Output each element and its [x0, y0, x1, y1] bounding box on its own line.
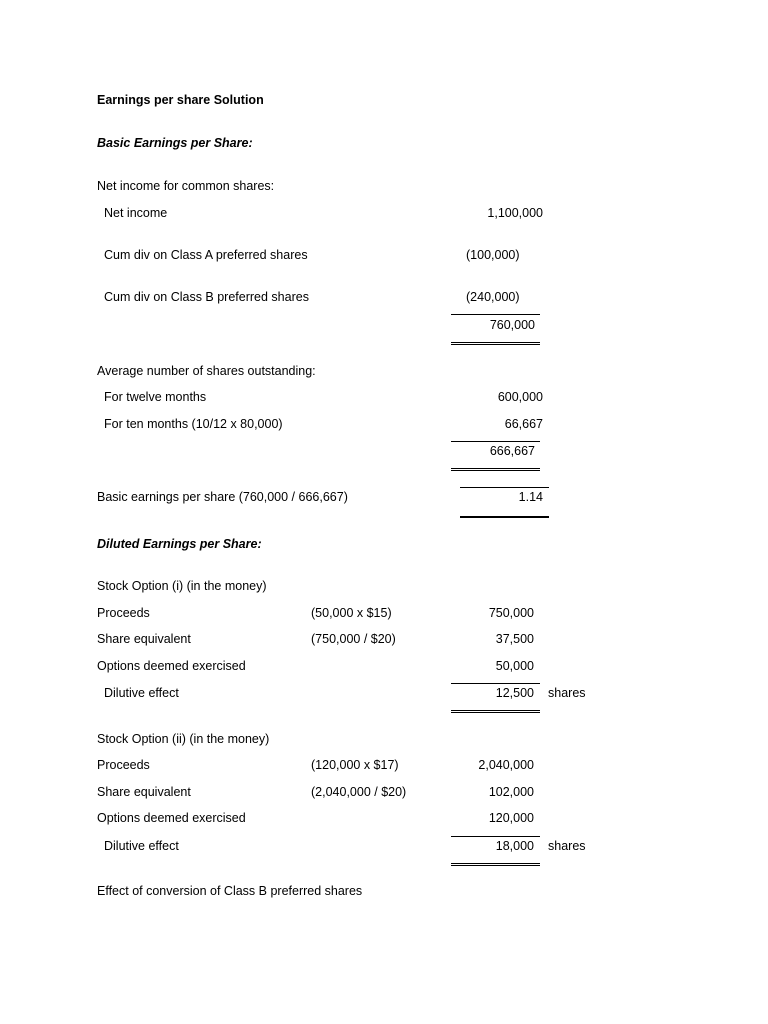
class-a-value: (100,000) — [466, 248, 520, 262]
option-i-proceeds-calc: (50,000 x $15) — [311, 606, 392, 620]
eps-top-rule — [460, 487, 549, 488]
option-ii-dilutive-value: 18,000 — [495, 839, 534, 853]
option-i-exercised-value: 50,000 — [495, 659, 534, 673]
option-i-exercised-label: Options deemed exercised — [97, 659, 246, 673]
total-double-rule — [451, 863, 540, 866]
option-i-equiv-label: Share equivalent — [97, 632, 191, 646]
twelve-months-label: For twelve months — [104, 390, 207, 404]
basic-eps-heading: Basic Earnings per Share: — [97, 136, 253, 150]
net-income-value: 1,100,000 — [487, 206, 543, 220]
diluted-eps-heading: Diluted Earnings per Share: — [97, 537, 262, 551]
option-i-proceeds-label: Proceeds — [97, 606, 150, 620]
total-double-rule — [451, 710, 540, 713]
ten-months-label: For ten months (10/12 x 80,000) — [104, 417, 283, 431]
net-income-total: 760,000 — [489, 318, 535, 332]
subtotal-rule — [451, 314, 540, 315]
class-a-label: Cum div on Class A preferred shares — [104, 248, 308, 262]
option-ii-equiv-label: Share equivalent — [97, 785, 191, 799]
option-ii-heading: Stock Option (ii) (in the money) — [97, 732, 270, 746]
option-ii-dilutive-label: Dilutive effect — [104, 839, 179, 853]
subtotal-rule — [451, 441, 540, 442]
avg-shares-total: 666,667 — [489, 444, 535, 458]
option-i-heading: Stock Option (i) (in the money) — [97, 579, 267, 593]
option-ii-exercised-value: 120,000 — [488, 811, 534, 825]
net-income-label: Net income — [104, 206, 168, 220]
subtotal-rule — [451, 683, 540, 684]
total-double-rule — [451, 468, 540, 471]
subtotal-rule — [451, 836, 540, 837]
basic-eps-label: Basic earnings per share (760,000 / 666,667) — [97, 490, 348, 504]
class-b-value: (240,000) — [466, 290, 520, 304]
option-i-proceeds-value: 750,000 — [488, 606, 534, 620]
ten-months-value: 66,667 — [504, 417, 543, 431]
option-ii-exercised-label: Options deemed exercised — [97, 811, 246, 825]
option-ii-unit: shares — [548, 839, 586, 853]
option-i-dilutive-label: Dilutive effect — [104, 686, 179, 700]
total-double-rule — [451, 342, 540, 345]
option-ii-proceeds-calc: (120,000 x $17) — [311, 758, 399, 772]
option-ii-equiv-value: 102,000 — [488, 785, 534, 799]
page-title: Earnings per share Solution — [97, 93, 264, 107]
eps-bottom-rule — [460, 516, 549, 518]
option-i-unit: shares — [548, 686, 586, 700]
avg-shares-heading: Average number of shares outstanding: — [97, 364, 316, 378]
class-b-conversion-heading: Effect of conversion of Class B preferred shares — [97, 884, 363, 898]
option-i-dilutive-value: 12,500 — [495, 686, 534, 700]
option-i-equiv-calc: (750,000 / $20) — [311, 632, 396, 646]
option-ii-proceeds-value: 2,040,000 — [478, 758, 534, 772]
option-ii-proceeds-label: Proceeds — [97, 758, 150, 772]
twelve-months-value: 600,000 — [497, 390, 543, 404]
net-income-heading: Net income for common shares: — [97, 179, 275, 193]
basic-eps-value: 1.14 — [518, 490, 543, 504]
class-b-label: Cum div on Class B preferred shares — [104, 290, 309, 304]
option-ii-equiv-calc: (2,040,000 / $20) — [311, 785, 407, 799]
option-i-equiv-value: 37,500 — [495, 632, 534, 646]
